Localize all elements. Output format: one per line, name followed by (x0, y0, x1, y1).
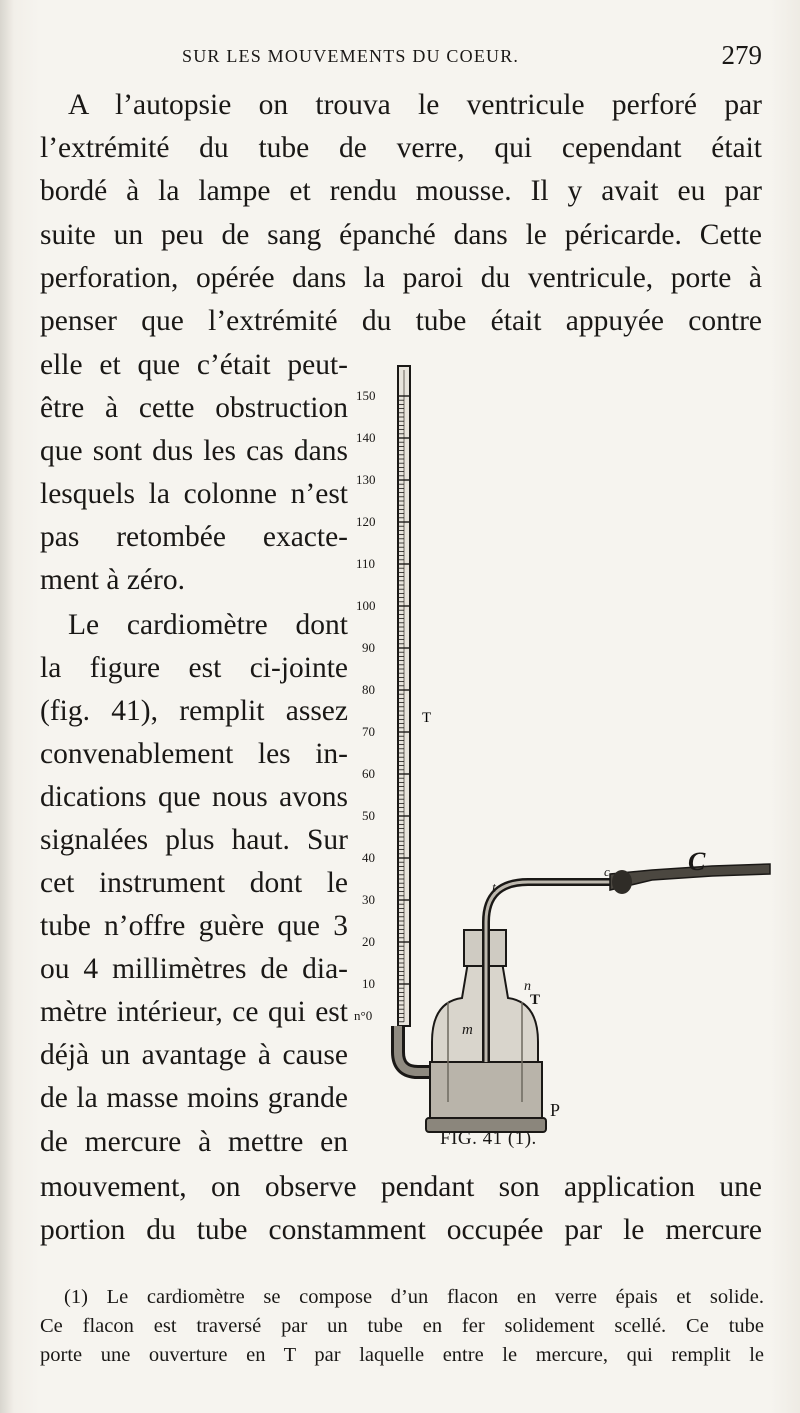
text-line: tube n’offre guère que 3 (40, 910, 348, 942)
text-line: de mercure à mettre en (40, 1126, 348, 1158)
text-line: signalées plus haut. Sur (40, 824, 348, 856)
text-line: l’extrémité du tube de verre, qui cependant était (40, 132, 762, 164)
scale-label: 120 (356, 514, 376, 529)
text-line: dications que nous avons (40, 781, 348, 813)
label-t-small: t (492, 881, 496, 896)
cardiometer-illustration (352, 362, 772, 1162)
label-c-small: c (604, 864, 610, 879)
text-line: (fig. 41), remplit assez (40, 695, 348, 727)
scale-label: 30 (362, 892, 375, 907)
text-line: lesquels la colonne n’est (40, 478, 348, 510)
scale-label: 50 (362, 808, 375, 823)
footnote-line: Ce flacon est traversé par un tube en fer solidement scellé. Ce tube (40, 1315, 764, 1337)
page-header (40, 40, 762, 74)
scale-label: n°0 (354, 1008, 373, 1023)
scale-label: 40 (362, 850, 375, 865)
scale-label: 20 (362, 934, 375, 949)
page-number: 279 (721, 40, 762, 70)
text-line: de la masse moins grande (40, 1082, 348, 1114)
tube-connector (612, 870, 632, 894)
text-line: portion du tube constamment occupée par le mercure (40, 1214, 762, 1246)
scale-label: 150 (356, 388, 376, 403)
text-line: la figure est ci-jointe (40, 652, 348, 684)
text-line: perforation, opérée dans la paroi du ventricule, porte à (40, 262, 762, 294)
scale-label: 110 (356, 556, 376, 571)
figure-caption: FIG. 41 (1). (440, 1128, 537, 1149)
label-n: n (524, 979, 531, 994)
text-line: ment à zéro. (40, 564, 185, 596)
scale-label: 10 (362, 976, 375, 991)
scale-label: 140 (356, 430, 376, 445)
label-m: m (462, 1022, 473, 1038)
label-t-upper: T (422, 710, 432, 726)
text-line: être à cette obstruction (40, 392, 348, 424)
text-line: Le cardiomètre dont (68, 609, 348, 641)
text-line: elle et que c’était peut- (40, 349, 348, 381)
text-line: convenablement les in- (40, 738, 348, 770)
label-t-lower: T (530, 992, 541, 1008)
label-c-end: C (688, 847, 706, 876)
text-line: ou 4 millimètres de dia- (40, 953, 348, 985)
running-title: SUR LES MOUVEMENTS DU COEUR. (182, 46, 520, 66)
text-line: penser que l’extrémité du tube était appuyée contre (40, 305, 762, 337)
text-line: mètre intérieur, ce qui est (40, 996, 348, 1028)
text-line: A l’autopsie on trouva le ventricule perforé par (68, 89, 762, 121)
text-line: bordé à la lampe et rendu mousse. Il y avait eu par (40, 175, 762, 207)
footnote-line: (1) Le cardiomètre se compose d’un flacon en verre épais et solide. (64, 1286, 764, 1308)
scale-label: 100 (356, 598, 376, 613)
text-line: que sont dus les cas dans (40, 435, 348, 467)
scale-label: 130 (356, 472, 376, 487)
text-line: suite un peu de sang épanché dans le péricarde. Cette (40, 219, 762, 251)
footnote-line: porte une ouverture en T par laquelle entre le mercure, qui remplit le (40, 1344, 764, 1366)
scale-label: 80 (362, 682, 375, 697)
cardiometer-figure (352, 362, 772, 1162)
text-line: mouvement, on observe pendant son application une (40, 1171, 762, 1203)
text-line: cet instrument dont le (40, 867, 348, 899)
text-line: pas retombée exacte- (40, 521, 348, 553)
scale-label: 60 (362, 766, 375, 781)
label-p: P (550, 1100, 561, 1120)
scale-label: 70 (362, 724, 375, 739)
text-line: déjà un avantage à cause (40, 1039, 348, 1071)
scale-label: 90 (362, 640, 375, 655)
